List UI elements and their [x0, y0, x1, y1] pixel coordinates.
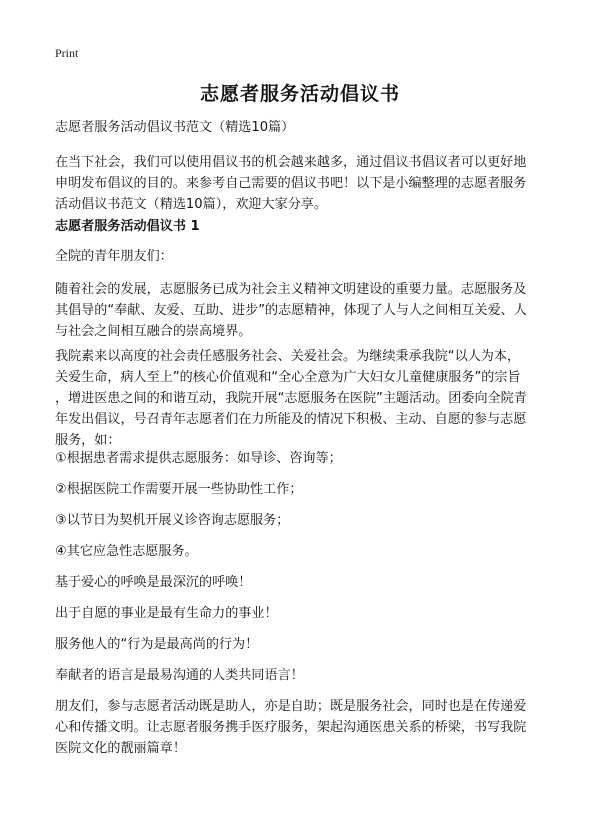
intro-line: 在当下社会，我们可以使用倡议书的机会越来越多，通过倡议书倡议者可以更好地	[55, 155, 527, 170]
para2-line: 关爱生命，病人至上”的核心价值观和“全心全意为广大妇女儿童健康服务”的宗旨	[55, 370, 521, 385]
closing-paragraph	[55, 696, 555, 759]
greeting: 全院的青年朋友们：	[55, 249, 173, 264]
closing-line: 朋友们，参与志愿者活动既是助人，亦是自助；既是服务社会，同时也是在传递爱	[55, 699, 527, 714]
slogan: 服务他人的“行为是最高尚的行为！	[55, 637, 259, 652]
para1-line: 与社会之间相互融合的崇高境界。	[55, 324, 252, 339]
closing-line: 心和传播文明。让志愿者服务携手医疗服务，架起沟通医患关系的桥梁，书写我院	[55, 720, 527, 735]
para2-line: 服务，如：	[55, 433, 121, 448]
intro-paragraph	[55, 152, 555, 215]
slogan: 出于自愿的事业是最有生命力的事业！	[55, 606, 278, 621]
para2-line: ，增进医患之间的和谐互动，我院开展“志愿服务在医院”主题活动。团委向全院青	[55, 391, 527, 406]
slogan: 奉献者的语言是最易沟通的人类共同语言！	[55, 668, 304, 683]
para2-line: 我院素来以高度的社会责任感服务社会、关爱社会。为继续秉承我院“以人为本，	[55, 349, 521, 364]
section-heading: 志愿者服务活动倡议书 1	[55, 219, 200, 234]
para2-line: 年发出倡议，号召青年志愿者们在力所能及的情况下积极、主动、自愿的参与志愿	[55, 412, 527, 427]
print-link[interactable]: Print	[55, 46, 79, 60]
slogan: 基于爱心的呼唤是最深沉的呼唤！	[55, 575, 252, 590]
list-item: ①根据患者需求提供志愿服务：如导诊、咨询等；	[55, 451, 342, 466]
intro-line: 申明发布倡议的目的。来参考自己需要的倡议书吧！以下是小编整理的志愿者服务	[55, 176, 527, 191]
document-title: 志愿者服务活动倡议书	[199, 83, 400, 105]
document-subtitle: 志愿者服务活动倡议书范文（精选10篇）	[55, 120, 295, 135]
list-item: ②根据医院工作需要开展一些协助性工作；	[55, 482, 303, 497]
paragraph-2	[55, 346, 555, 451]
para1-line: 随着社会的发展，志愿服务已成为社会主义精神文明建设的重要力量。志愿服务及	[55, 282, 527, 297]
closing-line: 医院文化的靓丽篇章！	[55, 741, 186, 756]
intro-line: 活动倡议书范文（精选10篇），欢迎大家分享。	[55, 197, 327, 212]
para1-line: 其倡导的“奉献、友爱、互助、进步”的志愿精神，体现了人与人之间相互关爱、人	[55, 303, 527, 318]
list-item: ③以节日为契机开展义诊咨询志愿服务；	[55, 513, 290, 528]
paragraph-1	[55, 279, 555, 342]
list-item: ④其它应急性志愿服务。	[55, 544, 198, 559]
